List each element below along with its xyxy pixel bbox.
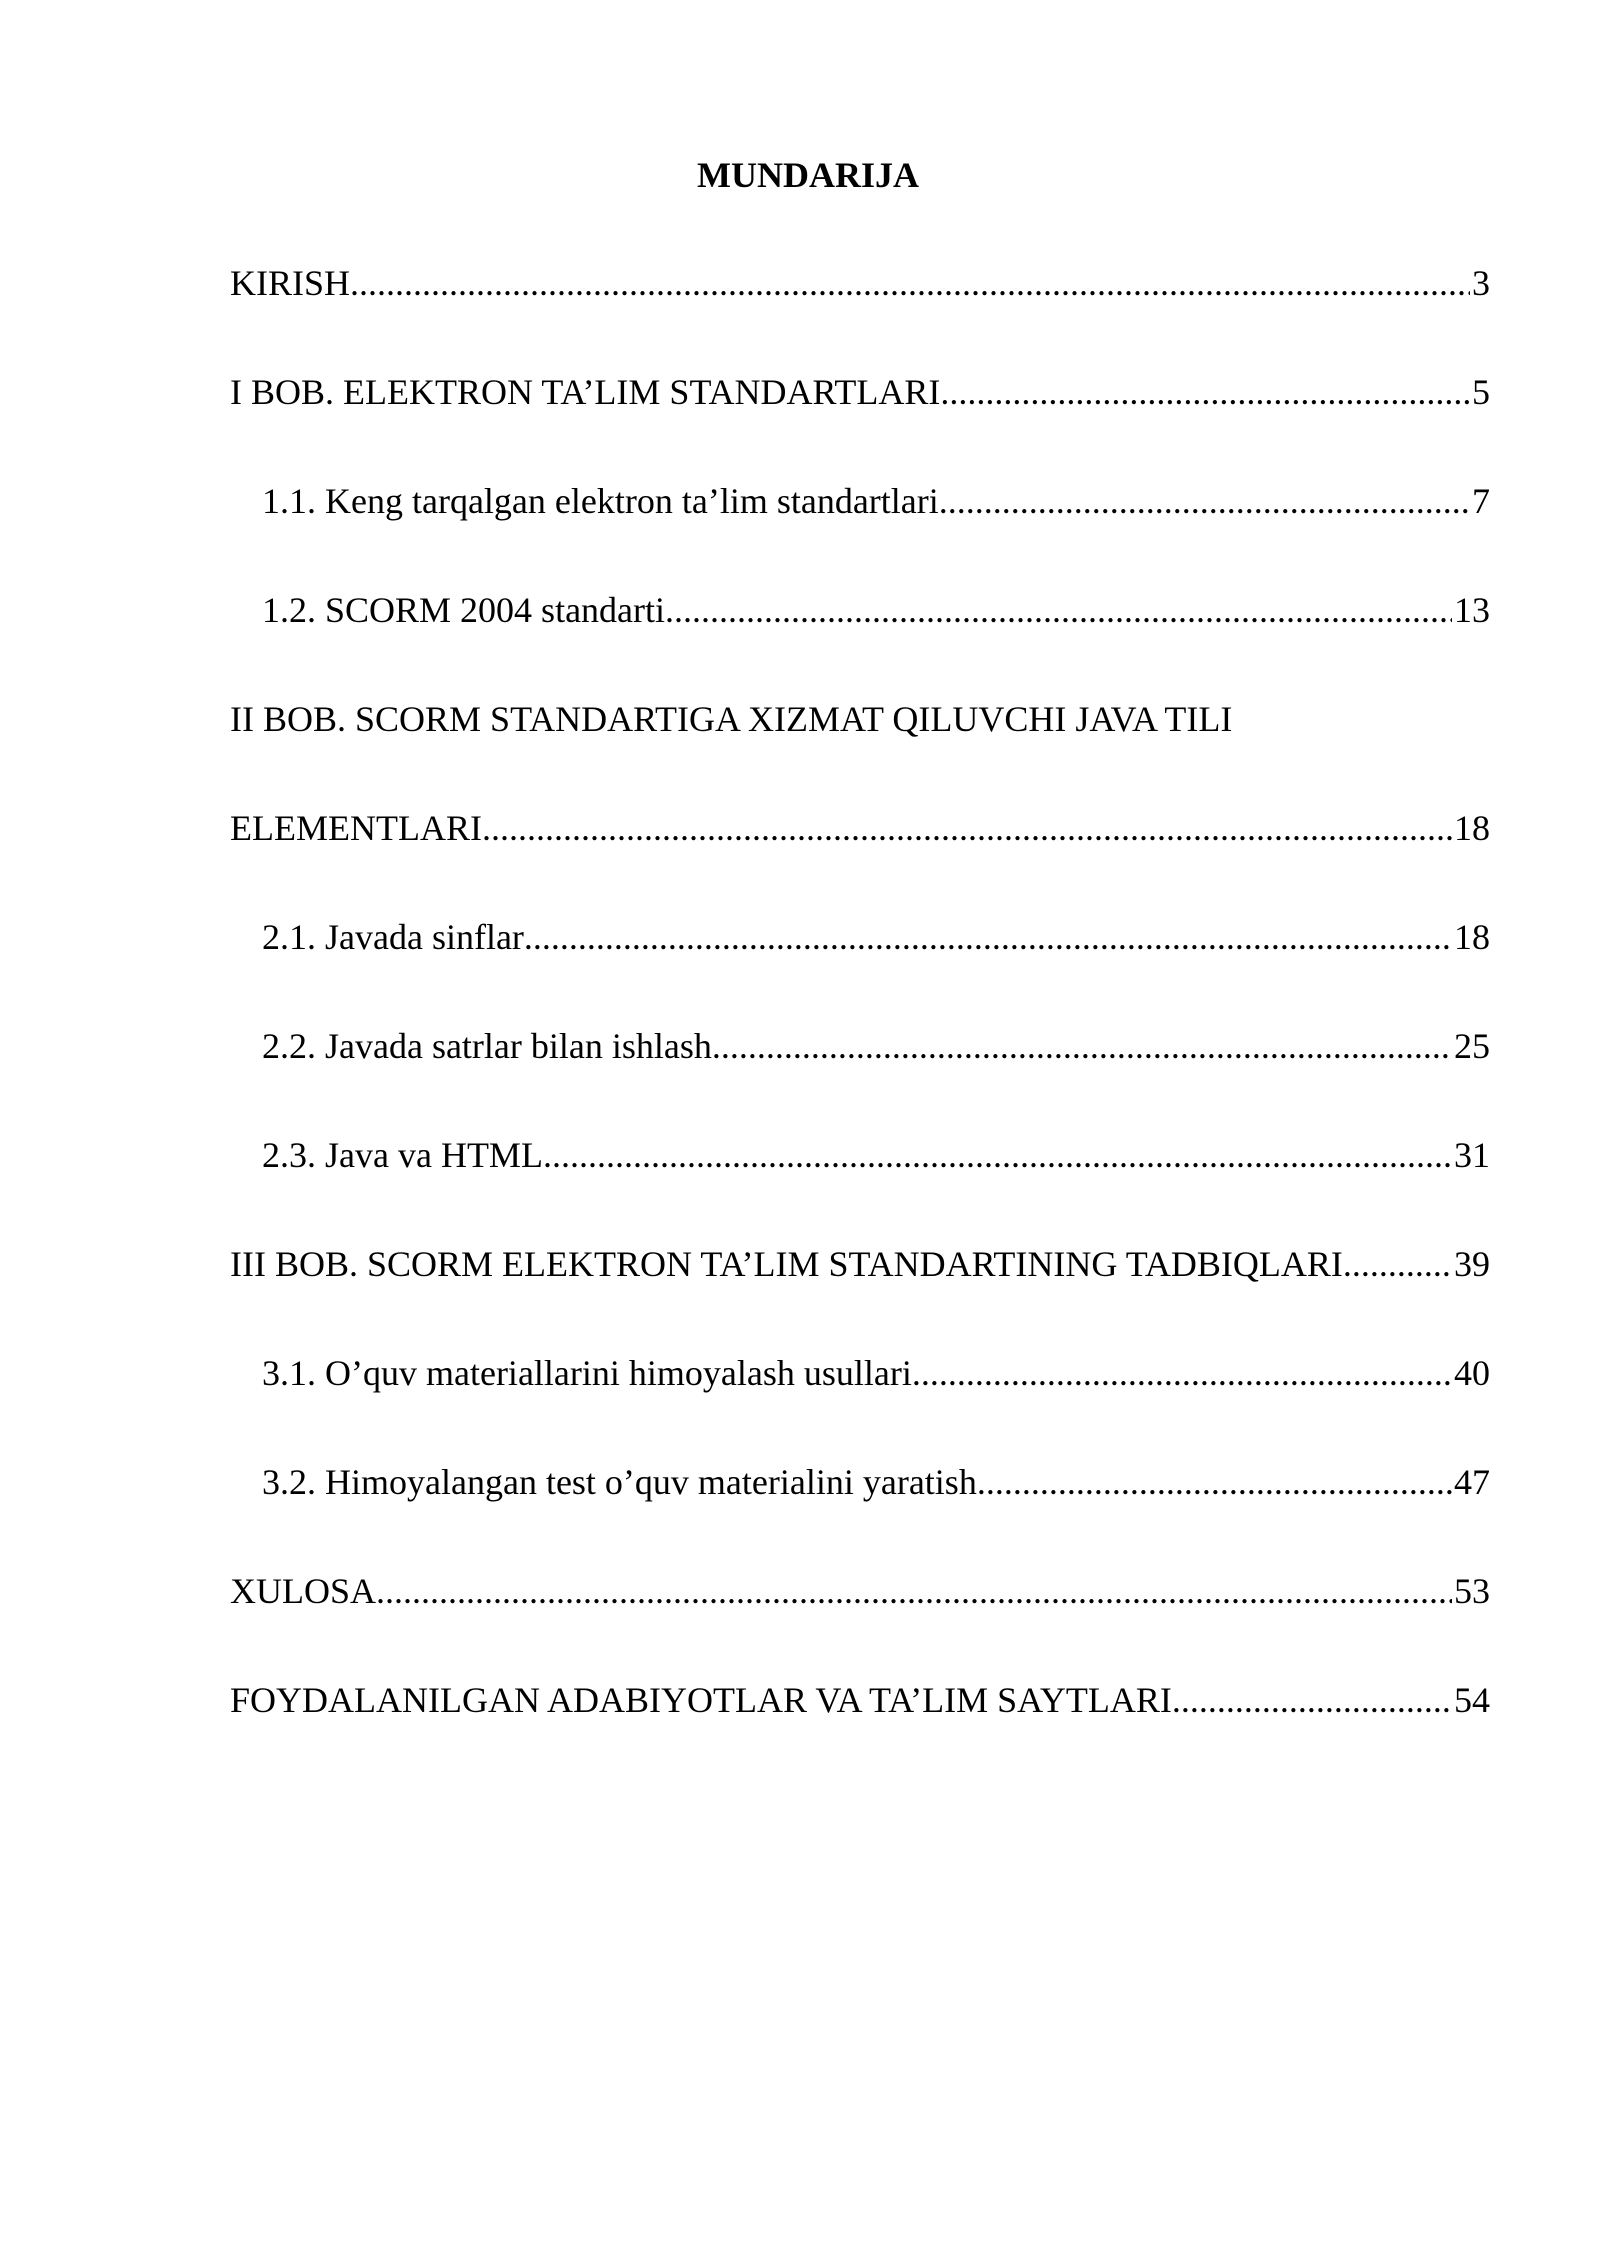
toc-entry-text: 2.3. Java va HTML	[262, 1135, 543, 1175]
toc-subentry[interactable]	[230, 912, 1490, 1021]
toc-entry-text: ELEMENTLARI	[230, 808, 482, 848]
dot-leader	[543, 1130, 1452, 1180]
toc-entry-page: 40	[1454, 1353, 1490, 1393]
toc-entry-text: 2.1. Javada sinflar	[262, 917, 524, 957]
dot-leader	[665, 585, 1452, 635]
toc-subentry[interactable]	[230, 1457, 1490, 1566]
toc-entry-text: III BOB. SCORM ELEKTRON TA’LIM STANDARTINING TADBIQLARI	[230, 1244, 1343, 1284]
dot-leader	[977, 1457, 1452, 1507]
toc-entry-text: KIRISH	[230, 263, 351, 303]
toc-entry-page: 53	[1454, 1571, 1490, 1611]
toc-entry[interactable]	[230, 1675, 1490, 1784]
toc-entry[interactable]	[230, 367, 1490, 476]
toc-entry[interactable]	[230, 1239, 1490, 1348]
toc-entry[interactable]	[230, 258, 1490, 367]
dot-leader	[1343, 1239, 1452, 1289]
toc-entry-page: 5	[1472, 372, 1490, 412]
toc-entry-text: II BOB. SCORM STANDARTIGA XIZMAT QILUVCHI JAVA TILI	[230, 699, 1233, 739]
toc-entry-page: 3	[1472, 263, 1490, 303]
toc-subentry[interactable]	[230, 1021, 1490, 1130]
toc-entry-page: 18	[1454, 808, 1490, 848]
dot-leader	[1172, 1675, 1452, 1725]
toc-entry[interactable]	[230, 1566, 1490, 1675]
dot-leader	[482, 803, 1452, 853]
toc-entry-page: 13	[1454, 590, 1490, 630]
toc-entry-page: 47	[1454, 1462, 1490, 1502]
toc-entry-continuation[interactable]	[230, 803, 1490, 912]
toc-entry-text: 1.1. Keng tarqalgan elektron ta’lim standartlari	[262, 481, 939, 521]
toc-subentry[interactable]	[230, 585, 1490, 694]
toc-entry[interactable]	[230, 694, 1490, 803]
toc-entry-text: 3.2. Himoyalangan test o’quv materialini yaratish	[262, 1462, 977, 1502]
toc-entry-text: 2.2. Javada satrlar bilan ishlash	[262, 1026, 712, 1066]
dot-leader	[912, 1348, 1452, 1398]
dot-leader	[939, 476, 1470, 526]
toc-subentry[interactable]	[230, 1130, 1490, 1239]
dot-leader	[350, 258, 1470, 308]
toc-entry-page: 31	[1454, 1135, 1490, 1175]
toc-entry-text: XULOSA	[230, 1571, 377, 1611]
toc-entry-text: 1.2. SCORM 2004 standarti	[262, 590, 666, 630]
page-title: MUNDARIJA	[697, 155, 919, 195]
toc-entry-page: 18	[1454, 917, 1490, 957]
toc-entry-text: FOYDALANILGAN ADABIYOTLAR VA TA’LIM SAYTLARI	[230, 1680, 1172, 1720]
toc-entry-page: 54	[1454, 1680, 1490, 1720]
table-of-contents	[230, 258, 1490, 1784]
dot-leader	[524, 912, 1452, 962]
dot-leader	[712, 1021, 1452, 1071]
toc-entry-text: I BOB. ELEKTRON TA’LIM STANDARTLARI	[230, 372, 941, 412]
toc-entry-page: 25	[1454, 1026, 1490, 1066]
toc-entry-page: 7	[1472, 481, 1490, 521]
toc-subentry[interactable]	[230, 476, 1490, 585]
toc-entry-text: 3.1. O’quv materiallarini himoyalash usullari	[262, 1353, 912, 1393]
toc-entry-page: 39	[1454, 1244, 1490, 1284]
dot-leader	[940, 367, 1470, 417]
toc-subentry[interactable]	[230, 1348, 1490, 1457]
dot-leader	[376, 1566, 1452, 1616]
